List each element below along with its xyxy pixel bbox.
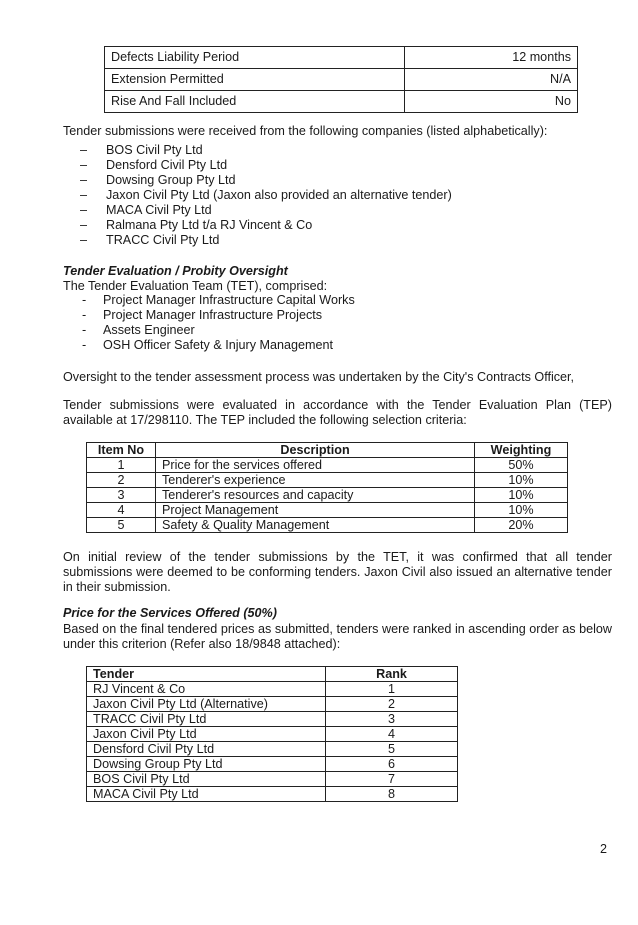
criteria-item: 5: [87, 518, 156, 533]
rank-value: 5: [326, 742, 458, 757]
contract-value: 12 months: [405, 47, 578, 69]
rank-tender: Jaxon Civil Pty Ltd: [87, 727, 326, 742]
rank-header-tender: Tender: [87, 667, 326, 682]
rank-value: 6: [326, 757, 458, 772]
contract-label: Defects Liability Period: [105, 47, 405, 69]
contract-row: [105, 47, 578, 69]
price-text: Based on the final tendered prices as submitted, tenders were ranked in ascending order as below under this criterion (Refer also 18/9848 attached):: [63, 622, 612, 651]
price-ranking-table: [86, 666, 458, 802]
criteria-header-item: Item No: [87, 443, 156, 458]
criteria-description: Price for the services offered: [156, 458, 475, 473]
tet-member-item: - Assets Engineer: [78, 323, 478, 338]
rank-tender: RJ Vincent & Co: [87, 682, 326, 697]
criteria-weighting: 10%: [475, 503, 568, 518]
rank-row: [87, 712, 458, 727]
criteria-item: 2: [87, 473, 156, 488]
rank-header-row: [87, 667, 458, 682]
contract-details-body: [105, 47, 578, 113]
tet-member-item: - Project Manager Infrastructure Projects: [78, 308, 478, 323]
tet-member-item: - Project Manager Infrastructure Capital Works: [78, 293, 478, 308]
criteria-weighting: 10%: [475, 488, 568, 503]
criteria-row: [87, 458, 568, 473]
criteria-weighting: 20%: [475, 518, 568, 533]
rank-row: [87, 682, 458, 697]
rank-value: 4: [326, 727, 458, 742]
criteria-row: [87, 488, 568, 503]
tep-text: Tender submissions were evaluated in accordance with the Tender Evaluation Plan (TEP) available at 17/298110. The TEP included the following selection criteria:: [63, 398, 612, 427]
criteria-description: Safety & Quality Management: [156, 518, 475, 533]
company-item: – MACA Civil Pty Ltd: [80, 203, 550, 218]
rank-value: 2: [326, 697, 458, 712]
evaluation-heading: Tender Evaluation / Probity Oversight: [63, 264, 288, 278]
rank-row: [87, 697, 458, 712]
criteria-item: 4: [87, 503, 156, 518]
tet-member-list: [78, 293, 478, 353]
review-text: On initial review of the tender submissions by the TET, it was confirmed that all tender submissions were deemed to be conforming tenders. Jaxon Civil also issued an alternative tender in their submission.: [63, 550, 612, 594]
rank-row: [87, 787, 458, 802]
submissions-intro: Tender submissions were received from the following companies (listed alphabetically):: [63, 124, 548, 138]
rank-body: [87, 682, 458, 802]
evaluation-intro: The Tender Evaluation Team (TET), comprised:: [63, 279, 328, 293]
contract-row: [105, 69, 578, 91]
contract-value: No: [405, 91, 578, 113]
criteria-header-description: Description: [156, 443, 475, 458]
criteria-header-row: [87, 443, 568, 458]
page-number: 2: [600, 842, 608, 856]
criteria-item: 3: [87, 488, 156, 503]
criteria-weighting: 50%: [475, 458, 568, 473]
criteria-description: Tenderer's experience: [156, 473, 475, 488]
rank-tender: BOS Civil Pty Ltd: [87, 772, 326, 787]
contract-label: Extension Permitted: [105, 69, 405, 91]
rank-tender: Densford Civil Pty Ltd: [87, 742, 326, 757]
criteria-description: Tenderer's resources and capacity: [156, 488, 475, 503]
company-item: – TRACC Civil Pty Ltd: [80, 233, 550, 248]
criteria-header-weighting: Weighting: [475, 443, 568, 458]
oversight-text: Oversight to the tender assessment process was undertaken by the City's Contracts Officer,: [63, 370, 575, 384]
rank-row: [87, 742, 458, 757]
rank-value: 1: [326, 682, 458, 697]
tet-member-item: - OSH Officer Safety & Injury Management: [78, 338, 478, 353]
criteria-body: [87, 458, 568, 533]
company-item: – Densford Civil Pty Ltd: [80, 158, 550, 173]
rank-tender: Dowsing Group Pty Ltd: [87, 757, 326, 772]
criteria-row: [87, 503, 568, 518]
criteria-row: [87, 518, 568, 533]
rank-header-rank: Rank: [326, 667, 458, 682]
rank-row: [87, 772, 458, 787]
contract-label: Rise And Fall Included: [105, 91, 405, 113]
company-item: – Ralmana Pty Ltd t/a RJ Vincent & Co: [80, 218, 550, 233]
criteria-description: Project Management: [156, 503, 475, 518]
rank-value: 7: [326, 772, 458, 787]
rank-tender: MACA Civil Pty Ltd: [87, 787, 326, 802]
company-item: – BOS Civil Pty Ltd: [80, 143, 550, 158]
rank-row: [87, 727, 458, 742]
company-item: – Jaxon Civil Pty Ltd (Jaxon also provided an alternative tender): [80, 188, 550, 203]
contract-details-table: [104, 46, 578, 113]
rank-row: [87, 757, 458, 772]
rank-tender: Jaxon Civil Pty Ltd (Alternative): [87, 697, 326, 712]
selection-criteria-table: [86, 442, 568, 533]
criteria-weighting: 10%: [475, 473, 568, 488]
contract-row: [105, 91, 578, 113]
criteria-item: 1: [87, 458, 156, 473]
criteria-row: [87, 473, 568, 488]
price-heading: Price for the Services Offered (50%): [63, 606, 277, 620]
rank-value: 8: [326, 787, 458, 802]
company-item: – Dowsing Group Pty Ltd: [80, 173, 550, 188]
contract-value: N/A: [405, 69, 578, 91]
rank-value: 3: [326, 712, 458, 727]
rank-tender: TRACC Civil Pty Ltd: [87, 712, 326, 727]
company-list: [80, 143, 550, 248]
